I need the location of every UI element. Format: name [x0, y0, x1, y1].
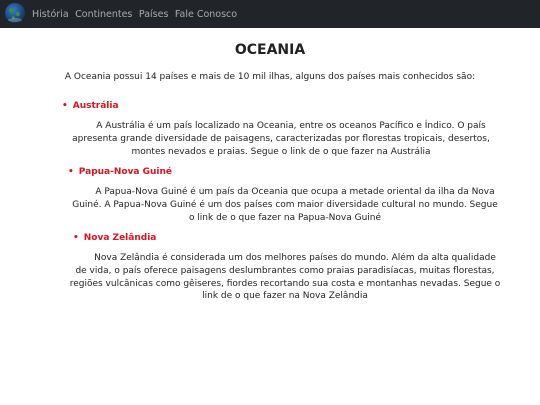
country-text-australia: A Austrália é um país localizado na Oceania, entre os oceanos Pacífico e Índico. O país apresenta grande diversidade de paisagens, caracterizadas por florestas tropicais, desertos, montes nevados e praias. Segue o link de o que fazer na Austrália	[72, 121, 490, 157]
page-title: OCEANIA	[234, 42, 306, 58]
nav-link-paises[interactable]: Países	[138, 8, 169, 20]
country-name: Nova Zelândia	[83, 233, 157, 243]
bullet-icon: •	[73, 233, 79, 243]
country-title-papua-nova-guine	[68, 167, 172, 177]
bullet-icon: •	[68, 167, 74, 177]
country-title-australia	[62, 101, 119, 111]
country-name: Austrália	[72, 101, 119, 111]
globe-logo-icon[interactable]	[5, 3, 25, 23]
intro-text: A Oceania possui 14 países e mais de 10 mil ilhas, alguns dos países mais conhecidos são:	[64, 72, 476, 82]
country-title-nova-zelandia	[73, 233, 156, 243]
nav-link-fale-conosco[interactable]: Fale Conosco	[174, 8, 238, 20]
country-name: Papua-Nova Guiné	[78, 167, 173, 177]
navbar	[0, 0, 540, 28]
country-text-nova-zelandia: Nova Zelândia é considerada um dos melhores países do mundo. Além da alta qualidade de vida, o país oferece paisagens deslumbrantes como praias paradisíacas, muitas florestas, regiões vulcânicas como gêiseres, fiordes recortando sua costa e montanhas nevadas. Segue o link de o que fazer na Nova Zelândia	[69, 253, 501, 302]
nav-links	[32, 0, 244, 28]
nav-link-historia[interactable]: História	[32, 8, 69, 20]
country-text-papua-nova-guine: A Papua-Nova Guiné é um país da Oceania que ocupa a metade oriental da ilha da Nova Guiné. A Papua-Nova Guiné é um dos países com maior diversidade cultural no mundo. Segue o link de o que fazer na Papua-Nova Guiné	[72, 187, 498, 223]
nav-link-continentes[interactable]: Continentes	[75, 8, 133, 20]
bullet-icon: •	[62, 101, 68, 111]
